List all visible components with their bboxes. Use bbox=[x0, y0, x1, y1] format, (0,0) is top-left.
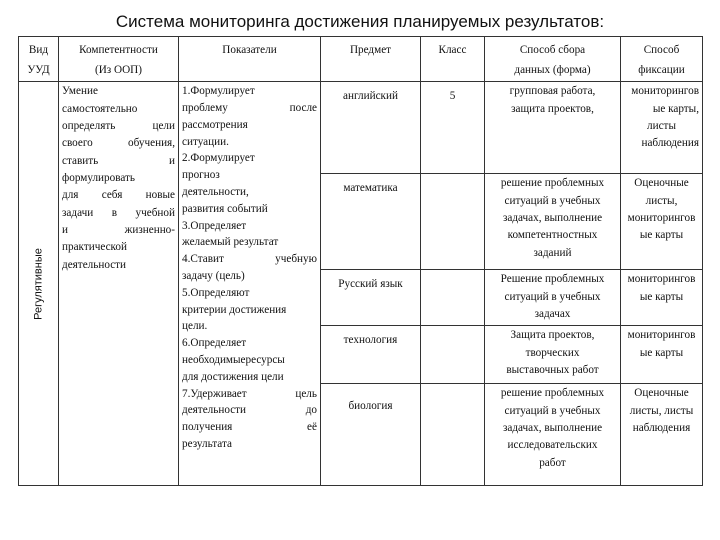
method-cell: Защита проектов, творческих выставочных работ bbox=[485, 326, 621, 384]
subject-cell: технология bbox=[321, 326, 421, 384]
subject-cell: математика bbox=[321, 174, 421, 270]
subject-cell: английский bbox=[321, 82, 421, 174]
header-competence: Компетентности (Из ООП) bbox=[59, 37, 179, 82]
header-class: Класс bbox=[421, 37, 485, 82]
page-title: Система мониторинга достижения планируемых результатов: bbox=[115, 12, 605, 31]
fixation-cell: мониторингов ые карты bbox=[621, 326, 703, 384]
class-cell bbox=[421, 384, 485, 486]
header-indicators: Показатели bbox=[179, 37, 321, 82]
header-row bbox=[19, 37, 703, 82]
header-method: Способ сбора данных (форма) bbox=[485, 37, 621, 82]
class-cell: 5 bbox=[421, 82, 485, 174]
fixation-cell: Оценочные листы, листы наблюдения bbox=[621, 384, 703, 486]
uud-type-cell bbox=[19, 82, 59, 486]
header-subject: Предмет bbox=[321, 37, 421, 82]
indicators-cell: 1.Формулирует проблему после рассмотрения ситуации. 2.Формулирует прогноз деятельности, развития событий 3.Определяет желаемый результат 4.Ставит учебную задачу (цель) 5.Определяют критерии достижения цели. 6.Определяет необходимыересурсы для достижения цели 7.Удерживает цель деятельности до получения её результата bbox=[179, 82, 321, 486]
header-uud: Вид УУД bbox=[19, 37, 59, 82]
table-row bbox=[19, 82, 703, 174]
header-fixation: Способ фиксации bbox=[621, 37, 703, 82]
class-cell bbox=[421, 174, 485, 270]
fixation-cell: Оценочные листы, мониторингов ые карты bbox=[621, 174, 703, 270]
method-cell: решение проблемных ситуаций в учебных задачах, выполнение исследовательских работ bbox=[485, 384, 621, 486]
subject-cell: биология bbox=[321, 384, 421, 486]
monitoring-table bbox=[18, 36, 703, 486]
fixation-cell: мониторингов ые карты bbox=[621, 270, 703, 326]
class-cell bbox=[421, 326, 485, 384]
fixation-cell: мониторингов ые карты, листы наблюдения bbox=[621, 82, 703, 174]
uud-type: Регулятивные bbox=[31, 247, 44, 320]
method-cell: решение проблемных ситуаций в учебных задачах, выполнение компетентностных заданий bbox=[485, 174, 621, 270]
subject-cell: Русский язык bbox=[321, 270, 421, 326]
method-cell: Решение проблемных ситуаций в учебных задачах bbox=[485, 270, 621, 326]
method-cell: групповая работа, защита проектов, bbox=[485, 82, 621, 174]
class-cell bbox=[421, 270, 485, 326]
competence-cell: Умение самостоятельно определять цели своего обучения, ставить и формулировать для себя новые задачи в учебной и жизненно- практической деятельности bbox=[59, 82, 179, 486]
